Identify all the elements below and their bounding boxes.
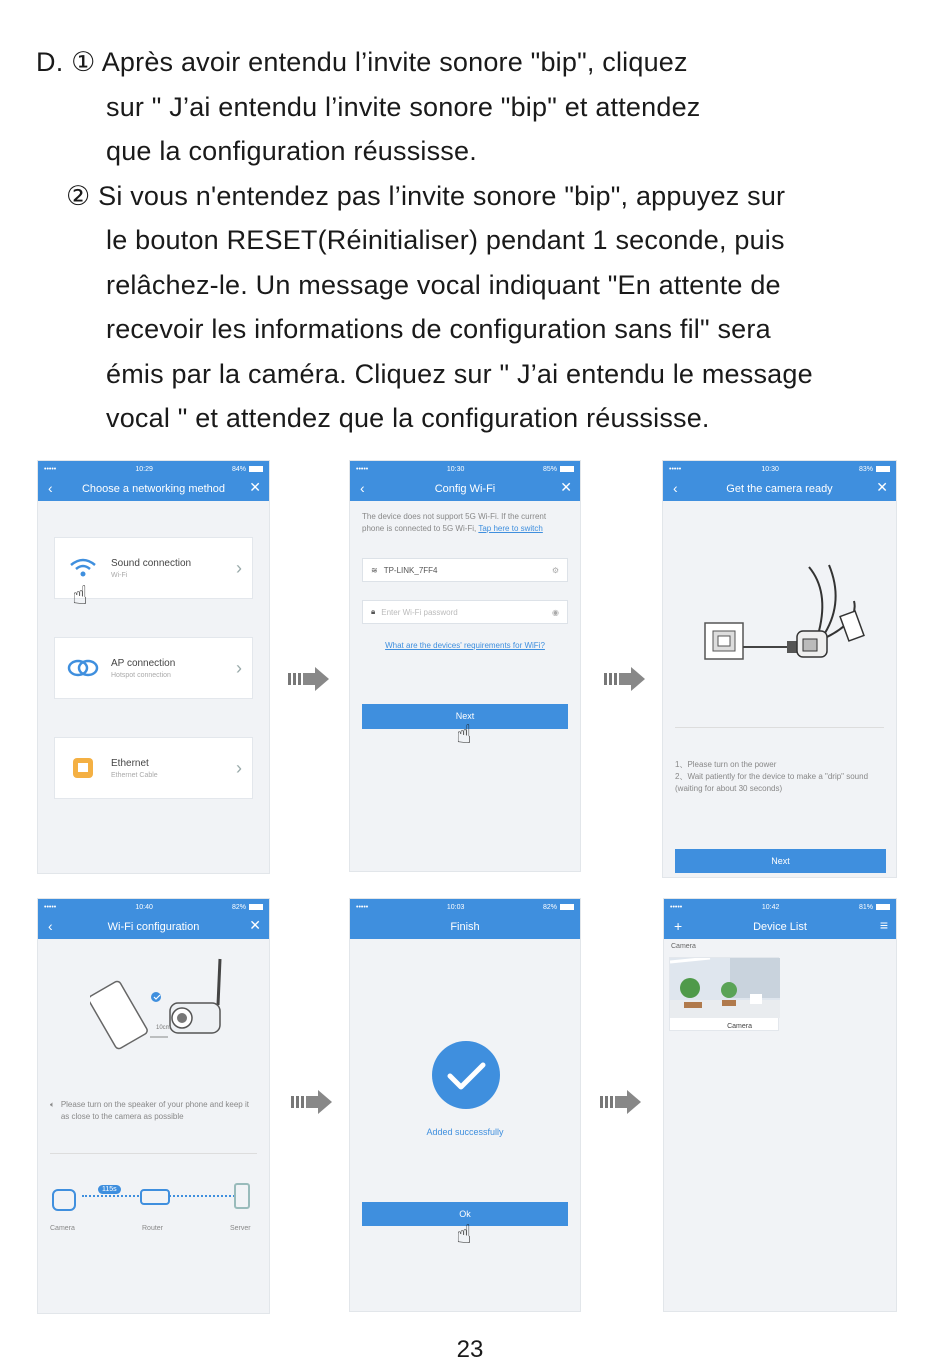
screen-title: Config Wi-Fi <box>434 483 496 495</box>
screen-config-wifi <box>349 460 581 872</box>
ap-connection-option[interactable] <box>54 637 253 699</box>
ssid-field[interactable] <box>362 558 568 582</box>
back-icon[interactable]: ‹ <box>48 918 53 934</box>
screen-wifi-configuration <box>37 898 270 1314</box>
arrow-right-icon <box>604 667 646 691</box>
battery-icon <box>249 466 263 472</box>
5g-notice <box>362 511 568 535</box>
camera-node-icon <box>52 1189 76 1211</box>
status-bar <box>38 899 269 915</box>
screen-finish <box>349 898 581 1312</box>
battery-percent: 84% <box>231 465 246 473</box>
node-label-router: Router <box>142 1225 164 1232</box>
instruction-text <box>36 40 916 441</box>
device-card[interactable] <box>669 957 779 1031</box>
pointing-hand-icon: ☝ <box>456 1219 472 1249</box>
carrier-signal: ••••• <box>44 903 57 911</box>
screen-title: Choose a networking method <box>81 483 226 495</box>
status-time: 10:29 <box>135 465 153 473</box>
instruction-line: le bouton RESET(Réinitialiser) pendant 1 seconde, puis <box>106 225 785 255</box>
ok-button[interactable]: Ok <box>362 1202 568 1226</box>
option-label: Sound connection <box>111 557 192 569</box>
power-connection-illustration <box>699 561 869 671</box>
screen-title: Get the camera ready <box>726 483 833 495</box>
gear-icon[interactable]: ⚙ <box>551 565 559 575</box>
speaker-hint <box>50 1099 257 1123</box>
battery-percent: 83% <box>858 465 873 473</box>
back-icon[interactable]: ‹ <box>673 480 678 496</box>
option-sublabel: Wi-Fi <box>111 571 128 579</box>
option-label: AP connection <box>111 657 176 669</box>
title-bar <box>38 477 269 501</box>
node-label-server: Server <box>230 1225 251 1232</box>
instructions-list <box>675 759 884 795</box>
divider <box>675 727 884 728</box>
pointing-hand-icon: ☝ <box>456 719 472 749</box>
section-label: Camera <box>671 943 696 950</box>
battery-percent: 82% <box>542 903 557 911</box>
divider <box>50 1153 257 1154</box>
carrier-signal: ••••• <box>669 465 682 473</box>
ethernet-icon <box>55 738 111 798</box>
chevron-right-icon: › <box>236 657 242 678</box>
screen-title: Device List <box>753 921 807 933</box>
close-icon[interactable]: ✕ <box>249 917 261 933</box>
battery-icon <box>560 904 574 910</box>
close-icon[interactable]: ✕ <box>249 479 261 495</box>
option-sublabel: Ethernet Cable <box>111 771 158 779</box>
lock-icon: 🔒︎ <box>371 607 376 616</box>
speaker-icon: 🔈︎ <box>50 1100 55 1109</box>
carrier-signal: ••••• <box>356 903 369 911</box>
option-label: Ethernet <box>111 757 149 769</box>
wifi-requirements-link[interactable]: What are the devices' requirements for WiFi? <box>385 641 545 650</box>
instruction-line: relâchez-le. Un message vocal indiquant "En attente de <box>106 269 781 300</box>
instruction-line: D. ① Après avoir entendu l’invite sonore "bip", cliquez <box>36 47 688 77</box>
title-bar <box>350 915 580 939</box>
success-check-icon <box>430 1039 502 1111</box>
timer-badge: 115s <box>98 1185 121 1194</box>
instruction-step: 2、Wait patiently for the device to make a "drip" sound (waiting for about 30 seconds) <box>675 772 869 793</box>
title-bar <box>664 915 896 939</box>
status-bar <box>350 899 580 915</box>
instruction-line: émis par la caméra. Cliquez sur " J’ai entendu le message <box>106 358 813 389</box>
success-message: Added successfully <box>426 1127 504 1137</box>
screen-camera-ready <box>662 460 897 878</box>
node-label-camera: Camera <box>50 1225 75 1232</box>
arrow-right-icon <box>291 1090 333 1114</box>
ethernet-option[interactable] <box>54 737 253 799</box>
next-button[interactable]: Next <box>362 704 568 729</box>
device-name: Camera <box>727 1023 752 1030</box>
screen-choose-network <box>37 460 270 874</box>
battery-icon <box>876 904 890 910</box>
server-icon <box>234 1183 250 1209</box>
back-icon[interactable]: ‹ <box>48 480 53 496</box>
carrier-signal: ••••• <box>670 903 683 911</box>
instruction-line: que la configuration réussisse. <box>106 136 477 166</box>
status-bar <box>38 461 269 477</box>
arrow-right-icon <box>288 667 330 691</box>
distance-label: 10cm <box>156 1025 171 1031</box>
menu-icon[interactable]: ≡ <box>879 917 888 933</box>
back-icon[interactable]: ‹ <box>360 480 365 496</box>
status-time: 10:03 <box>446 903 465 911</box>
battery-icon <box>560 466 574 472</box>
chevron-right-icon: › <box>236 757 242 778</box>
password-input[interactable] <box>362 600 568 624</box>
instruction-line: sur " J’ai entendu l’invite sonore "bip" et attendez <box>106 91 701 122</box>
battery-icon <box>876 466 890 472</box>
title-bar <box>663 477 896 501</box>
chevron-right-icon: › <box>236 557 242 578</box>
hint-text: Please turn on the speaker of your phone and keep it as close to the camera as possible <box>60 1100 249 1121</box>
status-time: 10:42 <box>761 903 780 911</box>
battery-percent: 82% <box>231 903 246 911</box>
status-time: 10:30 <box>446 465 465 473</box>
battery-percent: 85% <box>542 465 557 473</box>
title-bar <box>350 477 580 501</box>
screen-title: Finish <box>450 921 480 933</box>
status-bar <box>350 461 580 477</box>
status-bar <box>664 899 896 915</box>
phone-camera-illustration <box>90 955 240 1055</box>
carrier-signal: ••••• <box>356 465 369 473</box>
next-button[interactable]: Next <box>675 849 886 873</box>
camera-thumbnail <box>670 958 780 1018</box>
eye-icon[interactable]: ◉ <box>552 607 559 617</box>
switch-wifi-link[interactable]: Tap here to switch <box>478 524 543 533</box>
arrow-right-icon <box>600 1090 642 1114</box>
ssid-value: TP-LINK_7FF4 <box>383 565 438 575</box>
pointing-hand-icon: ☝ <box>72 580 88 610</box>
link-icon <box>55 638 111 698</box>
page-number: 23 <box>456 1336 484 1363</box>
instruction-line: recevoir les informations de configuration sans fil" sera <box>106 314 771 344</box>
instruction-line: ② Si vous n'entendez pas l’invite sonore "bip", appuyez sur <box>66 180 786 211</box>
screen-device-list <box>663 898 897 1312</box>
battery-icon <box>249 904 263 910</box>
title-bar <box>38 915 269 939</box>
battery-percent: 81% <box>858 903 873 911</box>
status-time: 10:30 <box>761 465 779 473</box>
carrier-signal: ••••• <box>44 465 57 473</box>
router-icon <box>140 1189 170 1205</box>
wifi-icon: ≋ <box>371 565 378 575</box>
add-icon[interactable]: + <box>674 918 683 934</box>
instruction-step: 1、Please turn on the power <box>675 760 777 769</box>
password-placeholder: Enter Wi-Fi password <box>381 607 458 617</box>
status-bar <box>663 461 896 477</box>
close-icon[interactable]: ✕ <box>876 479 888 495</box>
instruction-line: vocal " et attendez que la configuration réussisse. <box>106 403 710 433</box>
close-icon[interactable]: ✕ <box>560 479 572 495</box>
status-time: 10:40 <box>135 903 153 911</box>
notice-text: The device does not support 5G Wi-Fi. If the current phone is connected to 5G Wi-Fi, <box>362 512 547 533</box>
screen-title: Wi-Fi configuration <box>107 921 200 933</box>
option-sublabel: Hotspot connection <box>111 671 171 679</box>
